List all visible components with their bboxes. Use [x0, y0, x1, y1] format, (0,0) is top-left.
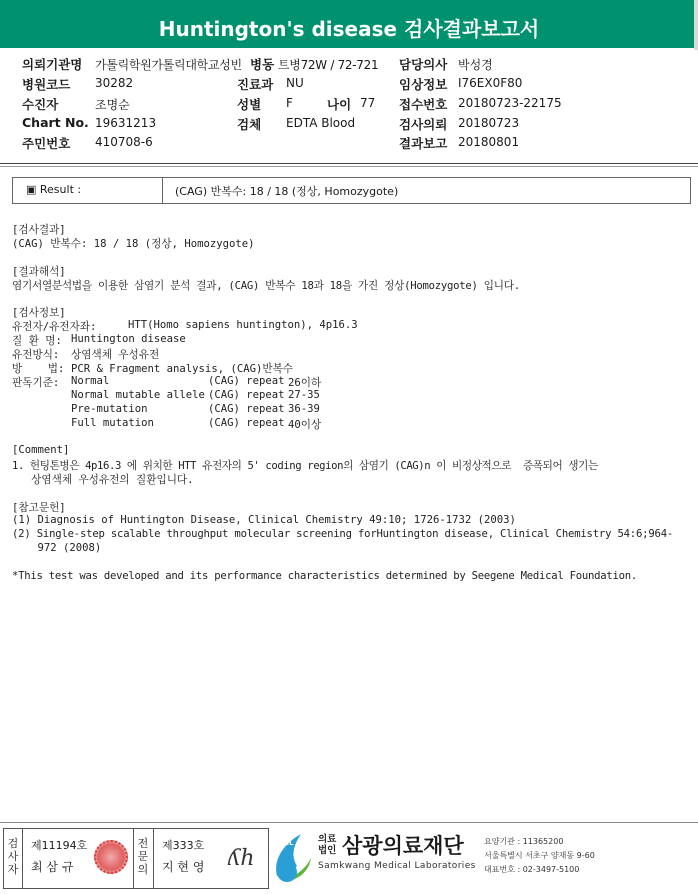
sex-label: 성별: [237, 97, 262, 112]
ward-value: 트병72W / 72-721: [278, 58, 379, 72]
patient-value: 조명순: [95, 98, 130, 112]
criteria-repeat: (CAG) repeat: [208, 403, 285, 415]
phone: 대표번호 : 02-3497-5100: [484, 865, 580, 874]
comment-line-2: 상염색체 우성유전의 질환입니다.: [12, 474, 194, 486]
receipt-label: 접수번호: [399, 97, 448, 112]
address: 서울특별시 서초구 양재동 9-60: [484, 851, 595, 860]
interp-line: 염기서열분석법을 이용한 삼염기 분석 결과, (CAG) 반복수 18과 18을 가진 정상(Homozygote) 입니다.: [12, 280, 520, 292]
logo-badge: SML: [277, 839, 294, 847]
specimen-label: 검체: [237, 117, 262, 132]
result-box-divider: [162, 177, 163, 204]
hospital-code-value: 30282: [95, 76, 134, 90]
result-heading: [검사결과]: [12, 224, 66, 236]
criteria-range: 26이하: [288, 377, 322, 389]
reference-1: (1) Diagnosis of Huntington Disease, Clinical Chemistry 49:10; 1726-1732 (2003): [12, 514, 516, 526]
gene-value: HTT(Homo sapiens huntington), 4p16.3: [128, 319, 358, 331]
id-value: 410708-6: [95, 135, 153, 149]
method-label: 방 법:: [12, 363, 65, 375]
reference-2-line-2: 972 (2008): [12, 542, 102, 554]
inspector-name: 최 삼 규: [31, 860, 74, 874]
institution-code: 요양기관 : 11365200: [484, 837, 564, 846]
request-label: 검사의뢰: [399, 117, 448, 132]
specialist-license-no: 제333호: [162, 839, 205, 852]
id-label: 주민번호: [22, 136, 71, 151]
inspector-license-no: 제11194호: [31, 839, 88, 852]
clinical-label: 임상정보: [399, 77, 448, 92]
reference-2-line-1: (2) Single-step scalable throughput molecular screening forHuntington disease, Clinical Chemistry 54:6;964-: [12, 528, 674, 540]
doctor-label: 담당의사: [399, 57, 448, 72]
logo-corp-line-1: 의료: [318, 834, 337, 845]
criteria-range: 40이상: [288, 419, 322, 431]
title-edge: [694, 0, 698, 50]
specialist-name: 지 현 영: [162, 860, 205, 874]
report-value: 20180801: [458, 135, 520, 149]
specimen-value: EDTA Blood: [286, 116, 356, 130]
criteria-name: Pre-mutation: [71, 403, 148, 415]
dept-label: 진료과: [237, 77, 274, 92]
inheritance-label: 유전방식:: [12, 349, 60, 361]
criteria-repeat: (CAG) repeat: [208, 417, 285, 429]
interp-heading: [결과해석]: [12, 266, 66, 278]
age-label: 나이: [327, 97, 352, 112]
ward-label: 병동: [250, 57, 275, 72]
info-heading: [검사정보]: [12, 307, 66, 319]
clinical-value: I76EX0F80: [458, 76, 523, 90]
institution-label: 의뢰기관명: [22, 57, 83, 72]
specialist-vertical-label: 전문의: [137, 837, 149, 876]
chart-value: 19631213: [95, 116, 157, 130]
criteria-range: 36-39: [288, 403, 320, 415]
report-title: Huntington's disease 검사결과보고서: [158, 17, 540, 41]
receipt-value: 20180723-22175: [458, 96, 562, 110]
patient-label: 수진자: [22, 97, 59, 112]
method-value: PCR & Fragment analysis, (CAG)반복수: [71, 363, 294, 375]
request-value: 20180723: [458, 116, 520, 130]
institution-value: 가톨릭학원가톨릭대학교성빈: [95, 58, 242, 72]
disease-value: Huntington disease: [71, 333, 186, 345]
inheritance-value: 상염색체 우성유전: [71, 349, 160, 361]
criteria-range: 27-35: [288, 389, 320, 401]
comment-line-1: 1. 헌팅톤병은 4p16.3 에 위치한 HTT 유전자의 5' coding region의 삼염기 (CAG)n 이 비정상적으로 증폭되어 생기는: [12, 460, 598, 472]
header-divider-top: [0, 163, 698, 164]
disease-label: 질 환 명:: [12, 335, 62, 347]
criteria-repeat: (CAG) repeat: [208, 375, 285, 387]
inspector-vertical-label: 검사자: [7, 837, 19, 876]
sex-value: F: [286, 96, 293, 110]
logo-name: 삼광의료재단: [342, 834, 464, 858]
result-value: (CAG) 반복수: 18 / 18 (정상, Homozygote): [175, 185, 399, 198]
signature-icon: ʎh: [228, 846, 255, 871]
dept-value: NU: [286, 76, 304, 90]
result-line: (CAG) 반복수: 18 / 18 (정상, Homozygote): [12, 238, 255, 250]
sml-logo-icon: [271, 830, 313, 882]
doctor-value: 박성경: [458, 58, 493, 72]
signature-divider: [153, 828, 154, 889]
result-label: ▣ Result :: [26, 183, 82, 196]
criteria-name: Normal mutable allele: [71, 389, 205, 401]
logo-name-en: Samkwang Medical Laboratories: [318, 861, 476, 871]
criteria-name: Full mutation: [71, 417, 154, 429]
criteria-name: Normal: [71, 375, 110, 387]
criteria-label: 판독기준:: [12, 377, 60, 389]
report-label: 결과보고: [399, 136, 448, 151]
criteria-repeat: (CAG) repeat: [208, 389, 285, 401]
signature-divider: [133, 828, 134, 889]
hospital-code-label: 병원코드: [22, 77, 71, 92]
chart-label: Chart No.: [22, 115, 89, 130]
logo-corp-line-2: 법인: [318, 845, 337, 856]
header-divider-bottom: [0, 166, 698, 167]
footer-divider: [0, 822, 698, 823]
references-heading: [참고문헌]: [12, 502, 66, 514]
signature-divider: [22, 828, 23, 889]
gene-label: 유전자/유전자좌:: [12, 321, 97, 333]
comment-heading: [Comment]: [12, 444, 70, 456]
seal-stamp-icon: [94, 840, 128, 874]
disclaimer: *This test was developed and its performance characteristics determined by Seegene Medical Foundation.: [12, 570, 638, 582]
age-value: 77: [360, 96, 376, 110]
